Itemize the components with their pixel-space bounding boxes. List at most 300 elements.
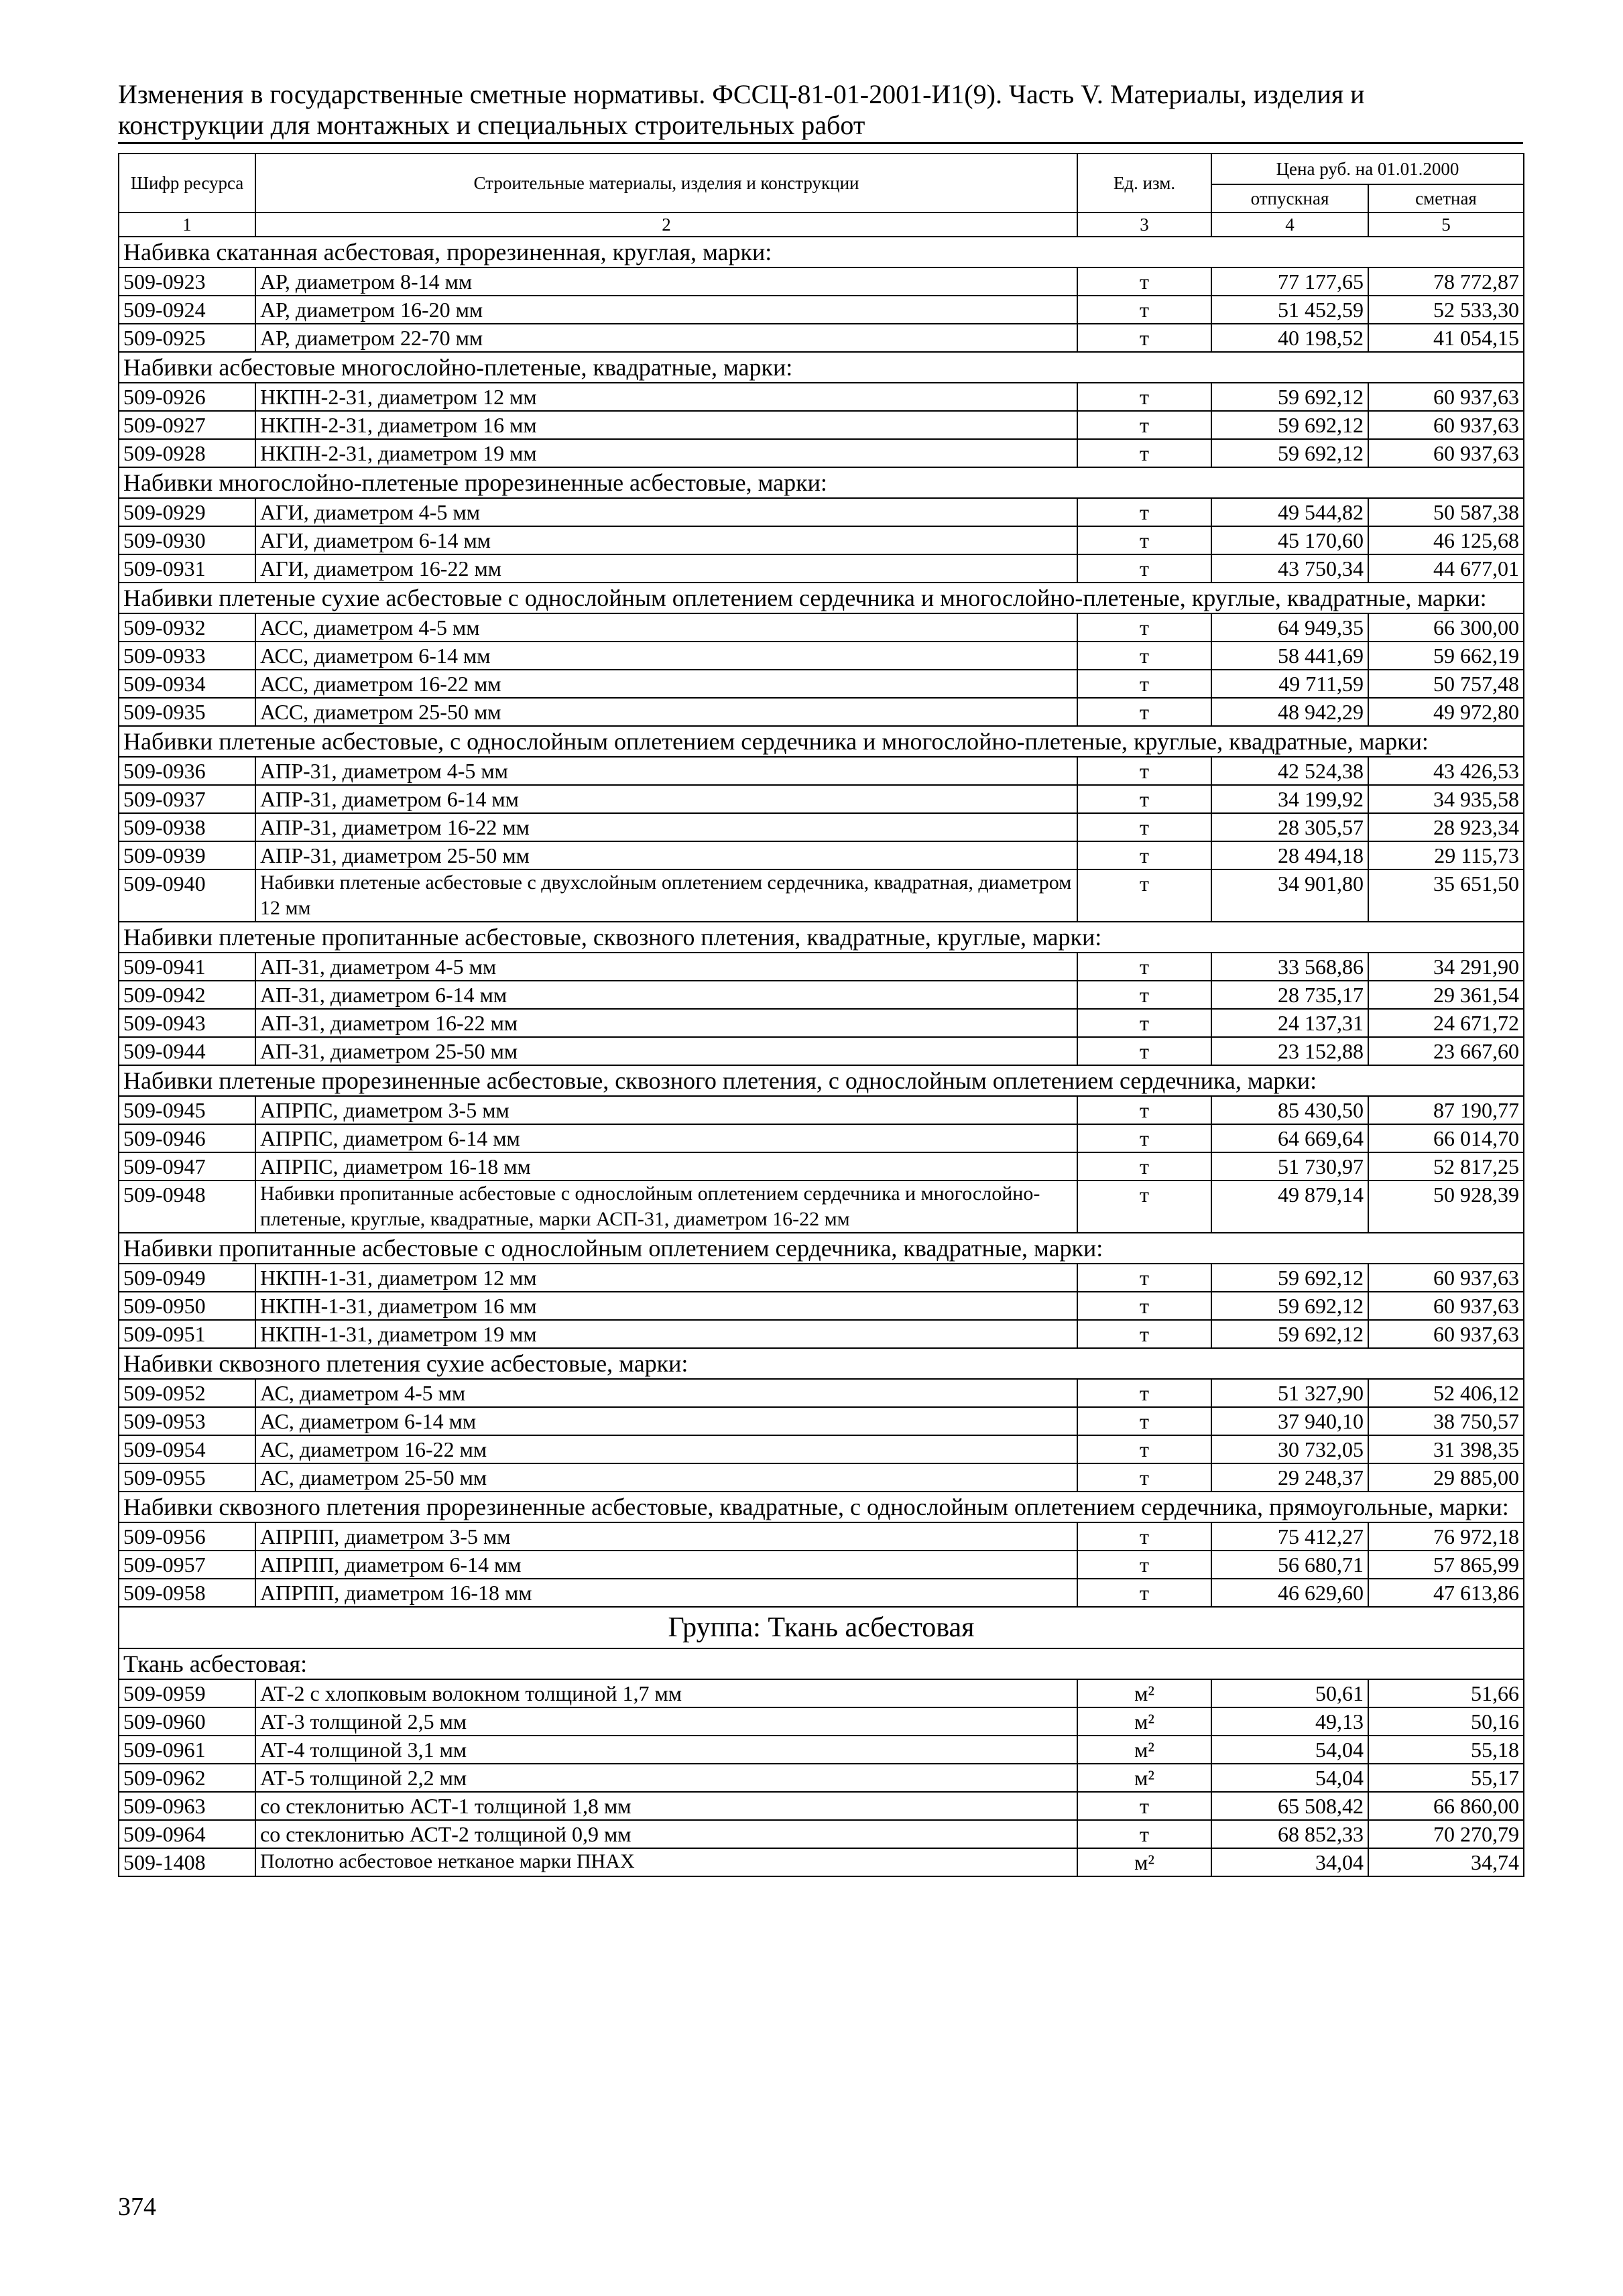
release-price: 64 669,64 xyxy=(1211,1124,1368,1152)
col-number-1: 1 xyxy=(119,213,255,237)
table-row xyxy=(119,785,1524,813)
unit-cell: т xyxy=(1077,1320,1211,1348)
release-price: 29 248,37 xyxy=(1211,1463,1368,1492)
release-price: 34,04 xyxy=(1211,1848,1368,1876)
resource-code: 509-0954 xyxy=(119,1435,255,1463)
material-name: НКПН-1-31, диаметром 19 мм xyxy=(255,1320,1077,1348)
unit-cell: м² xyxy=(1077,1679,1211,1707)
resource-code: 509-0945 xyxy=(119,1096,255,1124)
release-price: 49 879,14 xyxy=(1211,1181,1368,1233)
unit-cell: т xyxy=(1077,981,1211,1009)
table-row xyxy=(119,439,1524,467)
estimate-price: 60 937,63 xyxy=(1368,439,1524,467)
resource-code: 509-0925 xyxy=(119,324,255,352)
estimate-price: 47 613,86 xyxy=(1368,1579,1524,1607)
unit-cell: т xyxy=(1077,1096,1211,1124)
section-heading-row xyxy=(119,352,1524,383)
table-row xyxy=(119,841,1524,869)
estimate-price: 29 115,73 xyxy=(1368,841,1524,869)
estimate-price: 52 817,25 xyxy=(1368,1152,1524,1181)
material-name: АС, диаметром 4-5 мм xyxy=(255,1379,1077,1407)
table-row xyxy=(119,1292,1524,1320)
release-price: 85 430,50 xyxy=(1211,1096,1368,1124)
resource-code: 509-0929 xyxy=(119,498,255,526)
material-name: АСС, диаметром 16-22 мм xyxy=(255,670,1077,698)
estimate-price: 49 972,80 xyxy=(1368,698,1524,726)
col-header-release: отпускная xyxy=(1211,184,1368,213)
col-header-estimate: сметная xyxy=(1368,184,1524,213)
section-heading: Набивки плетеные пропитанные асбестовые, сквозного плетения, квадратные, круглые, марки: xyxy=(119,922,1524,953)
table-row xyxy=(119,1320,1524,1348)
table-row xyxy=(119,1764,1524,1792)
release-price: 28 735,17 xyxy=(1211,981,1368,1009)
table-row xyxy=(119,1181,1524,1233)
unit-cell: т xyxy=(1077,324,1211,352)
material-name: АГИ, диаметром 16-22 мм xyxy=(255,554,1077,583)
resource-code: 509-0939 xyxy=(119,841,255,869)
table-row xyxy=(119,1792,1524,1820)
release-price: 37 940,10 xyxy=(1211,1407,1368,1435)
resource-code: 509-0955 xyxy=(119,1463,255,1492)
release-price: 28 494,18 xyxy=(1211,841,1368,869)
resource-code: 509-0923 xyxy=(119,267,255,296)
table-row xyxy=(119,1551,1524,1579)
material-name: НКПН-2-31, диаметром 16 мм xyxy=(255,411,1077,439)
unit-cell: т xyxy=(1077,383,1211,411)
release-price: 30 732,05 xyxy=(1211,1435,1368,1463)
unit-cell: т xyxy=(1077,1579,1211,1607)
unit-cell: т xyxy=(1077,642,1211,670)
section-heading-row xyxy=(119,922,1524,953)
resource-code: 509-0935 xyxy=(119,698,255,726)
estimate-price: 31 398,35 xyxy=(1368,1435,1524,1463)
estimate-price: 59 662,19 xyxy=(1368,642,1524,670)
material-name: АПР-31, диаметром 4-5 мм xyxy=(255,757,1077,785)
table-row xyxy=(119,981,1524,1009)
resource-code: 509-0931 xyxy=(119,554,255,583)
unit-cell: м² xyxy=(1077,1707,1211,1736)
material-name: АР, диаметром 8-14 мм xyxy=(255,267,1077,296)
release-price: 59 692,12 xyxy=(1211,1264,1368,1292)
estimate-price: 60 937,63 xyxy=(1368,1320,1524,1348)
release-price: 59 692,12 xyxy=(1211,439,1368,467)
material-name: НКПН-1-31, диаметром 12 мм xyxy=(255,1264,1077,1292)
resource-code: 509-0938 xyxy=(119,813,255,841)
material-name: Набивки пропитанные асбестовые с однослойным оплетением сердечника и многослойно-плетеные, круглые, квадратные, марки АСП-31, диаметром 16-22 мм xyxy=(255,1181,1077,1233)
section-heading-row xyxy=(119,237,1524,267)
unit-cell: т xyxy=(1077,411,1211,439)
col-number-4: 4 xyxy=(1211,213,1368,237)
table-row xyxy=(119,1820,1524,1848)
estimate-price: 28 923,34 xyxy=(1368,813,1524,841)
resource-code: 509-0924 xyxy=(119,296,255,324)
release-price: 59 692,12 xyxy=(1211,383,1368,411)
resource-code: 509-0943 xyxy=(119,1009,255,1037)
estimate-price: 34 935,58 xyxy=(1368,785,1524,813)
resource-code: 509-0933 xyxy=(119,642,255,670)
estimate-price: 24 671,72 xyxy=(1368,1009,1524,1037)
resource-code: 509-0956 xyxy=(119,1522,255,1551)
material-name: АР, диаметром 16-20 мм xyxy=(255,296,1077,324)
material-name: Полотно асбестовое нетканое марки ПНАХ xyxy=(255,1848,1077,1876)
unit-cell: т xyxy=(1077,1551,1211,1579)
material-name: НКПН-2-31, диаметром 19 мм xyxy=(255,439,1077,467)
section-heading: Набивки плетеные асбестовые, с однослойным оплетением сердечника и многослойно-плетеные, круглые, квадратные, марки: xyxy=(119,726,1524,757)
table-row xyxy=(119,1264,1524,1292)
table-row xyxy=(119,526,1524,554)
table-row xyxy=(119,1463,1524,1492)
estimate-price: 57 865,99 xyxy=(1368,1551,1524,1579)
table-row xyxy=(119,1848,1524,1876)
resource-code: 509-0930 xyxy=(119,526,255,554)
material-name: АП-31, диаметром 25-50 мм xyxy=(255,1037,1077,1065)
resource-code: 509-0936 xyxy=(119,757,255,785)
unit-cell: т xyxy=(1077,813,1211,841)
resource-code: 509-0961 xyxy=(119,1736,255,1764)
estimate-price: 52 533,30 xyxy=(1368,296,1524,324)
estimate-price: 44 677,01 xyxy=(1368,554,1524,583)
section-heading: Набивки сквозного плетения сухие асбестовые, марки: xyxy=(119,1348,1524,1379)
section-heading: Набивки плетеные сухие асбестовые с однослойным оплетением сердечника и многослойно-плетеные, круглые, квадратные, марки: xyxy=(119,583,1524,613)
section-heading-row xyxy=(119,1233,1524,1264)
unit-cell: т xyxy=(1077,1435,1211,1463)
release-price: 59 692,12 xyxy=(1211,411,1368,439)
estimate-price: 66 860,00 xyxy=(1368,1792,1524,1820)
table-row xyxy=(119,1124,1524,1152)
release-price: 49,13 xyxy=(1211,1707,1368,1736)
table-row xyxy=(119,613,1524,642)
group-heading-row xyxy=(119,1607,1524,1648)
table-row xyxy=(119,1522,1524,1551)
document-header xyxy=(118,79,1519,141)
resource-code: 509-0947 xyxy=(119,1152,255,1181)
release-price: 51 452,59 xyxy=(1211,296,1368,324)
material-name: АСС, диаметром 6-14 мм xyxy=(255,642,1077,670)
group-heading: Группа: Ткань асбестовая xyxy=(119,1607,1524,1648)
estimate-price: 55,18 xyxy=(1368,1736,1524,1764)
table-row xyxy=(119,1579,1524,1607)
table-row xyxy=(119,267,1524,296)
release-price: 59 692,12 xyxy=(1211,1320,1368,1348)
release-price: 40 198,52 xyxy=(1211,324,1368,352)
estimate-price: 23 667,60 xyxy=(1368,1037,1524,1065)
resource-code: 509-0953 xyxy=(119,1407,255,1435)
release-price: 28 305,57 xyxy=(1211,813,1368,841)
table-row xyxy=(119,554,1524,583)
release-price: 42 524,38 xyxy=(1211,757,1368,785)
resource-code: 509-0963 xyxy=(119,1792,255,1820)
release-price: 68 852,33 xyxy=(1211,1820,1368,1848)
material-name: Набивки плетеные асбестовые с двухслойным оплетением сердечника, квадратная, диаметром 12 мм xyxy=(255,869,1077,922)
section-heading-row xyxy=(119,1348,1524,1379)
material-name: АПРПС, диаметром 3-5 мм xyxy=(255,1096,1077,1124)
section-heading: Набивки асбестовые многослойно-плетеные, квадратные, марки: xyxy=(119,352,1524,383)
table-row xyxy=(119,1037,1524,1065)
header-line-2: конструкции для монтажных и специальных строительных работ xyxy=(118,110,865,140)
material-name: АПРПС, диаметром 16-18 мм xyxy=(255,1152,1077,1181)
material-name: АСС, диаметром 4-5 мм xyxy=(255,613,1077,642)
table-row xyxy=(119,670,1524,698)
material-name: НКПН-1-31, диаметром 16 мм xyxy=(255,1292,1077,1320)
unit-cell: м² xyxy=(1077,1736,1211,1764)
table-row xyxy=(119,1707,1524,1736)
table-row xyxy=(119,324,1524,352)
estimate-price: 43 426,53 xyxy=(1368,757,1524,785)
material-name: АПРПС, диаметром 6-14 мм xyxy=(255,1124,1077,1152)
release-price: 54,04 xyxy=(1211,1736,1368,1764)
estimate-price: 50,16 xyxy=(1368,1707,1524,1736)
section-heading-row xyxy=(119,1492,1524,1522)
material-name: НКПН-2-31, диаметром 12 мм xyxy=(255,383,1077,411)
unit-cell: т xyxy=(1077,670,1211,698)
release-price: 51 327,90 xyxy=(1211,1379,1368,1407)
table-row xyxy=(119,411,1524,439)
table-row xyxy=(119,1009,1524,1037)
unit-cell: т xyxy=(1077,1264,1211,1292)
unit-cell: т xyxy=(1077,1181,1211,1233)
section-heading: Набивки сквозного плетения прорезиненные асбестовые, квадратные, с однослойным оплетением сердечника, прямоугольные, марки: xyxy=(119,1492,1524,1522)
unit-cell: т xyxy=(1077,526,1211,554)
unit-cell: т xyxy=(1077,698,1211,726)
table-row xyxy=(119,1736,1524,1764)
resource-code: 509-0952 xyxy=(119,1379,255,1407)
page-number: 374 xyxy=(118,2193,156,2221)
release-price: 33 568,86 xyxy=(1211,953,1368,981)
estimate-price: 34,74 xyxy=(1368,1848,1524,1876)
resource-code: 509-0959 xyxy=(119,1679,255,1707)
estimate-price: 29 885,00 xyxy=(1368,1463,1524,1492)
section-heading: Ткань асбестовая: xyxy=(119,1648,1524,1679)
estimate-price: 50 587,38 xyxy=(1368,498,1524,526)
release-price: 49 711,59 xyxy=(1211,670,1368,698)
resource-code: 509-0962 xyxy=(119,1764,255,1792)
unit-cell: т xyxy=(1077,498,1211,526)
estimate-price: 60 937,63 xyxy=(1368,411,1524,439)
release-price: 59 692,12 xyxy=(1211,1292,1368,1320)
material-name: АП-31, диаметром 6-14 мм xyxy=(255,981,1077,1009)
estimate-price: 29 361,54 xyxy=(1368,981,1524,1009)
table-row xyxy=(119,1379,1524,1407)
col-header-price: Цена руб. на 01.01.2000 xyxy=(1211,154,1524,184)
table-row xyxy=(119,383,1524,411)
estimate-price: 34 291,90 xyxy=(1368,953,1524,981)
resource-code: 509-0927 xyxy=(119,411,255,439)
estimate-price: 35 651,50 xyxy=(1368,869,1524,922)
table-row xyxy=(119,642,1524,670)
resource-code: 509-0948 xyxy=(119,1181,255,1233)
section-heading: Набивки пропитанные асбестовые с однослойным оплетением сердечника, квадратные, марки: xyxy=(119,1233,1524,1264)
unit-cell: т xyxy=(1077,1009,1211,1037)
material-name: АПР-31, диаметром 6-14 мм xyxy=(255,785,1077,813)
unit-cell: т xyxy=(1077,953,1211,981)
unit-cell: т xyxy=(1077,1820,1211,1848)
resource-code: 509-0944 xyxy=(119,1037,255,1065)
unit-cell: т xyxy=(1077,1292,1211,1320)
resource-code: 509-0957 xyxy=(119,1551,255,1579)
estimate-price: 50 757,48 xyxy=(1368,670,1524,698)
section-heading: Набивка скатанная асбестовая, прорезиненная, круглая, марки: xyxy=(119,237,1524,267)
table-row xyxy=(119,1407,1524,1435)
resource-code: 509-0951 xyxy=(119,1320,255,1348)
material-name: АР, диаметром 22-70 мм xyxy=(255,324,1077,352)
table-row xyxy=(119,1096,1524,1124)
material-name: АТ-3 толщиной 2,5 мм xyxy=(255,1707,1077,1736)
resource-code: 509-0928 xyxy=(119,439,255,467)
unit-cell: т xyxy=(1077,1037,1211,1065)
release-price: 54,04 xyxy=(1211,1764,1368,1792)
resource-code: 509-0941 xyxy=(119,953,255,981)
resource-code: 509-0940 xyxy=(119,869,255,922)
material-name: АТ-4 толщиной 3,1 мм xyxy=(255,1736,1077,1764)
estimate-price: 38 750,57 xyxy=(1368,1407,1524,1435)
material-name: АП-31, диаметром 16-22 мм xyxy=(255,1009,1077,1037)
section-heading-row xyxy=(119,1648,1524,1679)
header-line-1: Изменения в государственные сметные нормативы. ФССЦ-81-01-2001-И1(9). Часть V. Материалы, изделия и xyxy=(118,79,1365,109)
release-price: 77 177,65 xyxy=(1211,267,1368,296)
section-heading-row xyxy=(119,726,1524,757)
resource-code: 509-0942 xyxy=(119,981,255,1009)
release-price: 34 199,92 xyxy=(1211,785,1368,813)
release-price: 48 942,29 xyxy=(1211,698,1368,726)
material-name: АГИ, диаметром 4-5 мм xyxy=(255,498,1077,526)
table-row xyxy=(119,869,1524,922)
unit-cell: м² xyxy=(1077,1764,1211,1792)
estimate-price: 60 937,63 xyxy=(1368,1264,1524,1292)
unit-cell: м² xyxy=(1077,1848,1211,1876)
release-price: 64 949,35 xyxy=(1211,613,1368,642)
estimate-price: 78 772,87 xyxy=(1368,267,1524,296)
estimate-price: 70 270,79 xyxy=(1368,1820,1524,1848)
header-rule xyxy=(118,142,1523,144)
estimate-price: 46 125,68 xyxy=(1368,526,1524,554)
resource-code: 509-0926 xyxy=(119,383,255,411)
release-price: 56 680,71 xyxy=(1211,1551,1368,1579)
estimate-price: 87 190,77 xyxy=(1368,1096,1524,1124)
table-row xyxy=(119,1152,1524,1181)
material-name: АПРПП, диаметром 16-18 мм xyxy=(255,1579,1077,1607)
release-price: 45 170,60 xyxy=(1211,526,1368,554)
release-price: 50,61 xyxy=(1211,1679,1368,1707)
material-name: АТ-2 с хлопковым волокном толщиной 1,7 мм xyxy=(255,1679,1077,1707)
unit-cell: т xyxy=(1077,1792,1211,1820)
col-header-name: Строительные материалы, изделия и конструкции xyxy=(255,154,1077,213)
unit-cell: т xyxy=(1077,439,1211,467)
material-name: со стеклонитью АСТ-1 толщиной 1,8 мм xyxy=(255,1792,1077,1820)
resource-code: 509-0960 xyxy=(119,1707,255,1736)
material-name: АС, диаметром 25-50 мм xyxy=(255,1463,1077,1492)
material-name: АС, диаметром 16-22 мм xyxy=(255,1435,1077,1463)
section-heading-row xyxy=(119,1065,1524,1096)
unit-cell: т xyxy=(1077,267,1211,296)
unit-cell: т xyxy=(1077,1379,1211,1407)
release-price: 49 544,82 xyxy=(1211,498,1368,526)
material-name: АП-31, диаметром 4-5 мм xyxy=(255,953,1077,981)
table-body xyxy=(119,237,1524,1876)
material-name: АПРПП, диаметром 3-5 мм xyxy=(255,1522,1077,1551)
unit-cell: т xyxy=(1077,554,1211,583)
resource-code: 509-0946 xyxy=(119,1124,255,1152)
col-number-3: 3 xyxy=(1077,213,1211,237)
material-name: АПРПП, диаметром 6-14 мм xyxy=(255,1551,1077,1579)
release-price: 24 137,31 xyxy=(1211,1009,1368,1037)
unit-cell: т xyxy=(1077,1152,1211,1181)
material-name: АПР-31, диаметром 25-50 мм xyxy=(255,841,1077,869)
material-name: АПР-31, диаметром 16-22 мм xyxy=(255,813,1077,841)
unit-cell: т xyxy=(1077,757,1211,785)
table-row xyxy=(119,1435,1524,1463)
unit-cell: т xyxy=(1077,613,1211,642)
resource-code: 509-0964 xyxy=(119,1820,255,1848)
release-price: 43 750,34 xyxy=(1211,554,1368,583)
estimate-price: 60 937,63 xyxy=(1368,383,1524,411)
resource-code: 509-1408 xyxy=(119,1848,255,1876)
estimate-price: 51,66 xyxy=(1368,1679,1524,1707)
col-number-5: 5 xyxy=(1368,213,1524,237)
section-heading: Набивки плетеные прорезиненные асбестовые, сквозного плетения, с однослойным оплетением сердечника, марки: xyxy=(119,1065,1524,1096)
release-price: 58 441,69 xyxy=(1211,642,1368,670)
release-price: 46 629,60 xyxy=(1211,1579,1368,1607)
resource-code: 509-0950 xyxy=(119,1292,255,1320)
estimate-price: 55,17 xyxy=(1368,1764,1524,1792)
col-header-unit: Ед. изм. xyxy=(1077,154,1211,213)
table-row xyxy=(119,1679,1524,1707)
material-name: АС, диаметром 6-14 мм xyxy=(255,1407,1077,1435)
table-row xyxy=(119,296,1524,324)
resource-code: 509-0958 xyxy=(119,1579,255,1607)
col-number-2: 2 xyxy=(255,213,1077,237)
resource-code: 509-0934 xyxy=(119,670,255,698)
estimate-price: 50 928,39 xyxy=(1368,1181,1524,1233)
release-price: 51 730,97 xyxy=(1211,1152,1368,1181)
release-price: 34 901,80 xyxy=(1211,869,1368,922)
col-header-code: Шифр ресурса xyxy=(119,154,255,213)
table-row xyxy=(119,757,1524,785)
release-price: 75 412,27 xyxy=(1211,1522,1368,1551)
material-name: АГИ, диаметром 6-14 мм xyxy=(255,526,1077,554)
estimate-price: 66 300,00 xyxy=(1368,613,1524,642)
resource-code: 509-0932 xyxy=(119,613,255,642)
section-heading: Набивки многослойно-плетеные прорезиненные асбестовые, марки: xyxy=(119,467,1524,498)
estimate-price: 60 937,63 xyxy=(1368,1292,1524,1320)
estimate-price: 41 054,15 xyxy=(1368,324,1524,352)
unit-cell: т xyxy=(1077,869,1211,922)
table-row xyxy=(119,498,1524,526)
estimate-price: 52 406,12 xyxy=(1368,1379,1524,1407)
unit-cell: т xyxy=(1077,296,1211,324)
material-name: АСС, диаметром 25-50 мм xyxy=(255,698,1077,726)
unit-cell: т xyxy=(1077,1407,1211,1435)
table-row xyxy=(119,698,1524,726)
release-price: 23 152,88 xyxy=(1211,1037,1368,1065)
resource-code: 509-0937 xyxy=(119,785,255,813)
table-row xyxy=(119,813,1524,841)
section-heading-row xyxy=(119,583,1524,613)
unit-cell: т xyxy=(1077,1124,1211,1152)
price-table xyxy=(118,153,1524,1877)
resource-code: 509-0949 xyxy=(119,1264,255,1292)
release-price: 65 508,42 xyxy=(1211,1792,1368,1820)
unit-cell: т xyxy=(1077,785,1211,813)
unit-cell: т xyxy=(1077,1522,1211,1551)
material-name: со стеклонитью АСТ-2 толщиной 0,9 мм xyxy=(255,1820,1077,1848)
section-heading-row xyxy=(119,467,1524,498)
unit-cell: т xyxy=(1077,841,1211,869)
material-name: АТ-5 толщиной 2,2 мм xyxy=(255,1764,1077,1792)
unit-cell: т xyxy=(1077,1463,1211,1492)
estimate-price: 76 972,18 xyxy=(1368,1522,1524,1551)
estimate-price: 66 014,70 xyxy=(1368,1124,1524,1152)
table-row xyxy=(119,953,1524,981)
